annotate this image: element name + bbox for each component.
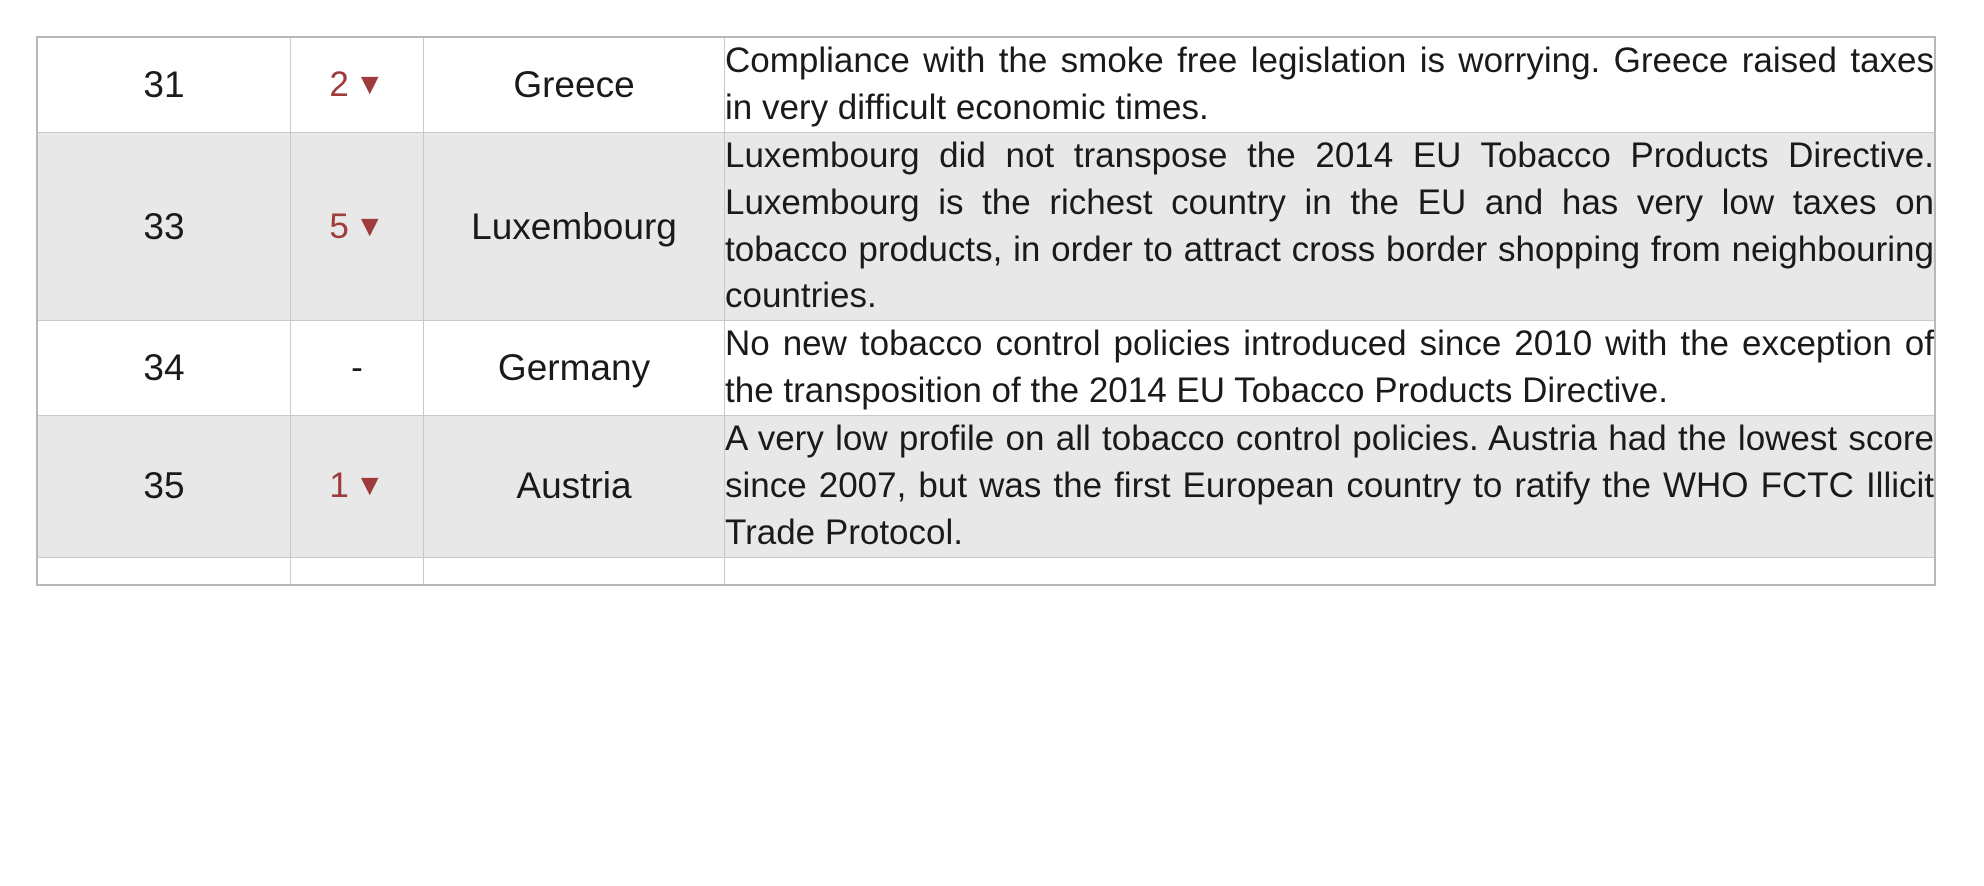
table-row — [37, 132, 1935, 321]
rank-cell: 34 — [37, 321, 291, 416]
rank-cell: 33 — [37, 132, 291, 321]
arrow-down-icon: ▼ — [354, 469, 385, 503]
country-cell: Greece — [424, 37, 725, 132]
country-cell: Germany — [424, 321, 725, 416]
country-cell: Luxembourg — [424, 132, 725, 321]
rank-change-value: 5 — [329, 206, 349, 246]
country-cell: Austria — [424, 416, 725, 558]
comment-cell: Luxembourg did not transpose the 2014 EU Tobacco Products Directive. Luxembourg is the richest country in the EU and has very low taxes on tobacco products, in order to attract cross border shopping from neighbouring countries. — [725, 132, 1936, 321]
arrow-down-icon: ▼ — [354, 209, 385, 243]
rank-change-value: 1 — [329, 466, 349, 506]
table-footer-spacer — [37, 557, 1935, 585]
rank-change-cell — [291, 132, 424, 321]
country-ranking-table — [36, 36, 1936, 586]
rank-cell: 35 — [37, 416, 291, 558]
table-row — [37, 416, 1935, 558]
spacer-cell — [291, 557, 424, 585]
spacer-cell — [424, 557, 725, 585]
arrow-down-icon: ▼ — [354, 67, 385, 101]
spacer-cell — [37, 557, 291, 585]
comment-cell: No new tobacco control policies introduced since 2010 with the exception of the transposition of the 2014 EU Tobacco Products Directive. — [725, 321, 1936, 416]
spacer-cell — [725, 557, 1936, 585]
table-row — [37, 321, 1935, 416]
comment-cell: A very low profile on all tobacco control policies. Austria had the lowest score since 2007, but was the first European country to ratify the WHO FCTC Illicit Trade Protocol. — [725, 416, 1936, 558]
rank-cell: 31 — [37, 37, 291, 132]
table-row — [37, 37, 1935, 132]
rank-change-cell — [291, 37, 424, 132]
rank-change-cell: - — [291, 321, 424, 416]
rank-change-cell — [291, 416, 424, 558]
table-body — [37, 37, 1935, 585]
comment-cell: Compliance with the smoke free legislation is worrying. Greece raised taxes in very difficult economic times. — [725, 37, 1936, 132]
rank-change-value: 2 — [329, 64, 349, 104]
